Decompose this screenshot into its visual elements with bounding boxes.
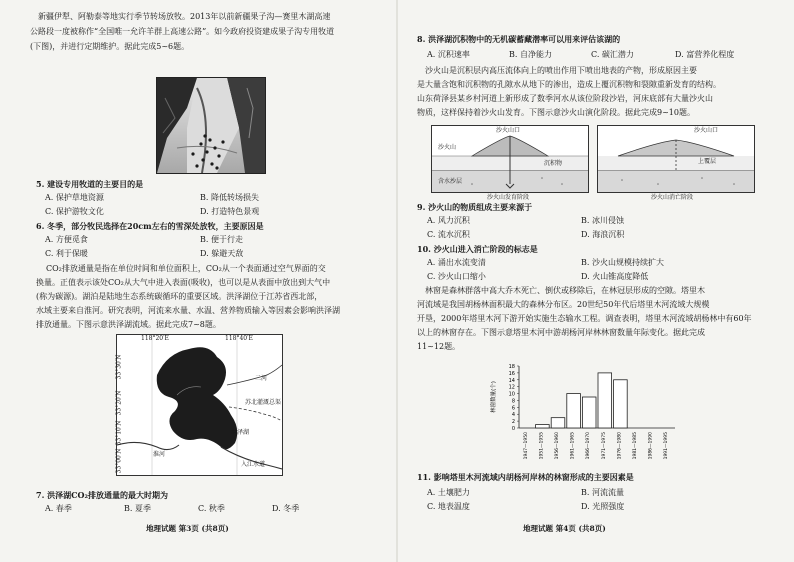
- para3-line-2: 是大量含饱和沉积物的孔隙水从地下的渗出，造成上覆沉积物和裂隙重新发育的结构。: [417, 80, 721, 89]
- q8-option-b[interactable]: B. 自净能力: [509, 50, 552, 59]
- para3-line-4: 物质，这样保持着沙火山发育。下图示意沙火山演化阶段。据此完成9~10题。: [417, 108, 695, 117]
- q6-option-c[interactable]: C. 利于保暖: [45, 249, 88, 258]
- map-canal-label: 二河: [255, 375, 268, 382]
- map-river-label: 淮河: [153, 451, 166, 458]
- x-tick-label: 1951—1955: [539, 432, 545, 460]
- para2-line-3: (称为碳源)。湖泊是陆地生态系统碳循环的重要区域。洪泽湖位于江苏省西北部，: [36, 292, 323, 301]
- q11-option-a[interactable]: A. 土壤肥力: [427, 488, 470, 497]
- diagram-a-sediment-label: 沉积物: [544, 160, 563, 167]
- map-lon-1: 118°20′E: [141, 335, 169, 342]
- map-canal2-label: 苏北灌溉总渠: [245, 399, 282, 406]
- hongze-lake-map: [116, 334, 283, 476]
- x-tick-label: 1966—1970: [586, 432, 592, 460]
- diagram-a-caption: 沙火山发育阶段: [487, 194, 530, 201]
- right-page-footer: 地理试题 第4页 (共8页): [523, 524, 606, 533]
- map-inlet-label: 入江水道: [241, 461, 266, 468]
- bar: [614, 380, 628, 428]
- y-tick-label: 6: [511, 405, 515, 412]
- y-tick-label: 12: [508, 384, 515, 391]
- y-tick-label: 10: [508, 391, 515, 398]
- right-page: [397, 0, 794, 562]
- x-tick-label: 1986—1990: [648, 432, 654, 460]
- q7-option-a[interactable]: A. 春季: [45, 504, 72, 513]
- bar: [536, 425, 550, 428]
- question-8: 8. 洪泽湖沉积物中的无机碳蓄藏潜率可以用来评估该湖的: [417, 34, 621, 44]
- diagram-b-caption: 沙火山消亡阶段: [651, 194, 694, 201]
- bar: [582, 397, 596, 428]
- question-9: 9. 沙火山的物质组成主要来源于: [417, 202, 533, 212]
- x-tick-label: 1947—1950: [523, 432, 529, 460]
- q9-option-c[interactable]: C. 流水沉积: [427, 230, 470, 239]
- q5-option-c[interactable]: C. 保护游牧文化: [45, 207, 104, 216]
- para3-line-1: 沙火山是沉积层内高压流体向上的喷出作用下喷出地表的产物，形成原因主要: [425, 66, 697, 75]
- intro-line-2: 公路段一度被称作“全国唯一允许羊群上高速公路”。如今政府投资建成果子沟专用牧道: [30, 27, 335, 36]
- y-tick-label: 18: [508, 364, 515, 370]
- map-lake-label: 洪泽湖: [231, 429, 250, 436]
- q7-option-d[interactable]: D. 冬季: [272, 504, 300, 513]
- q6-option-a[interactable]: A. 方便觅食: [45, 235, 88, 244]
- para3-line-3: 山东荷泽县某乡村河道上新形成了数季河水从该位阶段沙岩，河床底部有大量沙火山: [417, 94, 713, 103]
- y-tick-label: 2: [511, 419, 515, 426]
- map-lat-2: 33°20′N: [115, 390, 123, 416]
- q11-option-c[interactable]: C. 地表温度: [427, 502, 470, 511]
- q6-option-b[interactable]: B. 便于行走: [200, 235, 243, 244]
- x-tick-label: 1971—1975: [601, 432, 607, 460]
- y-tick-label: 8: [511, 398, 515, 405]
- q7-option-b[interactable]: B. 夏季: [124, 504, 151, 513]
- q6-option-d[interactable]: D. 躲避天敌: [200, 249, 244, 258]
- question-6: 6. 冬季，部分牧民选择在20cm左右的雪深处放牧，主要原因是: [36, 221, 264, 231]
- q8-option-d[interactable]: D. 富营养化程度: [675, 50, 735, 59]
- q9-option-b[interactable]: B. 冰川侵蚀: [581, 216, 624, 225]
- q5-option-b[interactable]: B. 降低转场损失: [200, 193, 259, 202]
- para2-line-1: CO₂排放通量是指在单位时间和单位面积上，CO₂从一个表面通过空气界面的交: [46, 264, 326, 273]
- y-tick-label: 14: [508, 377, 515, 384]
- question-5: 5. 建设专用牧道的主要目的是: [36, 179, 144, 189]
- y-tick-label: 16: [508, 370, 515, 377]
- q9-option-d[interactable]: D. 海浪沉积: [581, 230, 625, 239]
- q9-option-a[interactable]: A. 风力沉积: [427, 216, 470, 225]
- question-10: 10. 沙火山进入消亡阶段的标志是: [417, 244, 538, 254]
- y-tick-label: 0: [511, 426, 515, 432]
- q7-option-c[interactable]: C. 秋季: [198, 504, 225, 513]
- q10-option-d[interactable]: D. 火山锥高度降低: [581, 272, 649, 281]
- para4-line-2: 河流域是我国胡杨林面积最大的森林分布区。20世纪50年代后塔里木河流域大规模: [417, 300, 710, 309]
- para2-line-2: 换量。正值表示该处CO₂从大气中进入表面(吸收)，也可以是从表面中放出到大气中: [36, 278, 331, 287]
- diagram-a-layer-label: 含水沙层: [438, 178, 463, 185]
- sand-volcano-diagram-b: [597, 125, 755, 193]
- map-lat-1: 33°30′N: [115, 354, 123, 380]
- x-tick-label: 1956—1960: [555, 432, 560, 460]
- q5-option-a[interactable]: A. 保护草地资源: [45, 193, 104, 202]
- intro-line-1: 新疆伊犁、阿勒泰等地实行季节转场放牧。2013年以前新疆果子沟—赛里木湖高速: [38, 12, 331, 21]
- forest-gap-bar-chart: [485, 358, 685, 476]
- intro-line-3: (下图)，并进行定期维护。据此完成5~6题。: [30, 42, 190, 51]
- diagram-b-flow-label: 上覆层: [698, 158, 717, 165]
- sand-volcano-diagram-a: [431, 125, 589, 193]
- x-tick-label: 1961—1965: [570, 432, 576, 460]
- left-page-footer: 地理试题 第3页 (共8页): [146, 524, 229, 533]
- diagram-a-crater-label: 沙火山口: [496, 127, 521, 134]
- question-7: 7. 洪泽湖CO₂排放通量的最大时期为: [36, 490, 168, 500]
- q10-option-b[interactable]: B. 沙火山规模持续扩大: [581, 258, 664, 267]
- x-tick-label: 1976—1980: [617, 432, 623, 460]
- question-11: 11. 影响塔里木河流域内胡杨河岸林的林窗形成的主要因素是: [417, 472, 634, 482]
- map-lon-2: 118°40′E: [225, 335, 253, 342]
- diagram-b-crater-label: 沙火山口: [694, 127, 719, 134]
- q8-option-a[interactable]: A. 沉积速率: [427, 50, 470, 59]
- x-tick-label: 1991—1995: [664, 432, 670, 460]
- diagram-a-volcano-label: 沙火山: [438, 144, 457, 151]
- x-tick-label: 1981—1985: [633, 432, 638, 460]
- q8-option-c[interactable]: C. 碳汇潜力: [591, 50, 634, 59]
- para2-line-5: 排放通量。下图示意洪泽湖流域。据此完成7~8题。: [36, 320, 221, 329]
- map-lat-4: 33°00′N: [115, 448, 123, 474]
- para4-line-4: 以上的林窗存在。下图示意塔里木河中游胡杨河岸林林窗数量年际变化。据此完成: [417, 328, 705, 337]
- bar: [567, 394, 581, 428]
- para4-line-5: 11~12题。: [417, 342, 461, 351]
- q10-option-a[interactable]: A. 涌出水流变清: [427, 258, 486, 267]
- q11-option-d[interactable]: D. 光照强度: [581, 502, 625, 511]
- bar: [551, 418, 565, 428]
- q5-option-d[interactable]: D. 打造特色景观: [200, 207, 260, 216]
- grazing-road-photo: [156, 77, 266, 174]
- q10-option-c[interactable]: C. 沙火山口缩小: [427, 272, 486, 281]
- para2-line-4: 水域主要来自淮河。研究表明，河流来水量、水温、营养物质输入等因素会影响洪泽湖: [36, 306, 340, 315]
- para4-line-3: 开垦，2000年塔里木河下游开始实施生态输水工程。调查表明，塔里木河流域胡杨林中有60年: [417, 314, 752, 323]
- map-lat-3: 33°10′N: [115, 420, 123, 446]
- bar: [598, 373, 612, 428]
- para4-line-1: 林窗是森林群落中高大乔木死亡、倒伏或移除后，在林冠层形成的空隙。塔里木: [425, 286, 705, 295]
- q11-option-b[interactable]: B. 河流流量: [581, 488, 624, 497]
- y-axis-label: 林窗数量(个): [491, 381, 497, 413]
- y-tick-label: 4: [511, 412, 515, 419]
